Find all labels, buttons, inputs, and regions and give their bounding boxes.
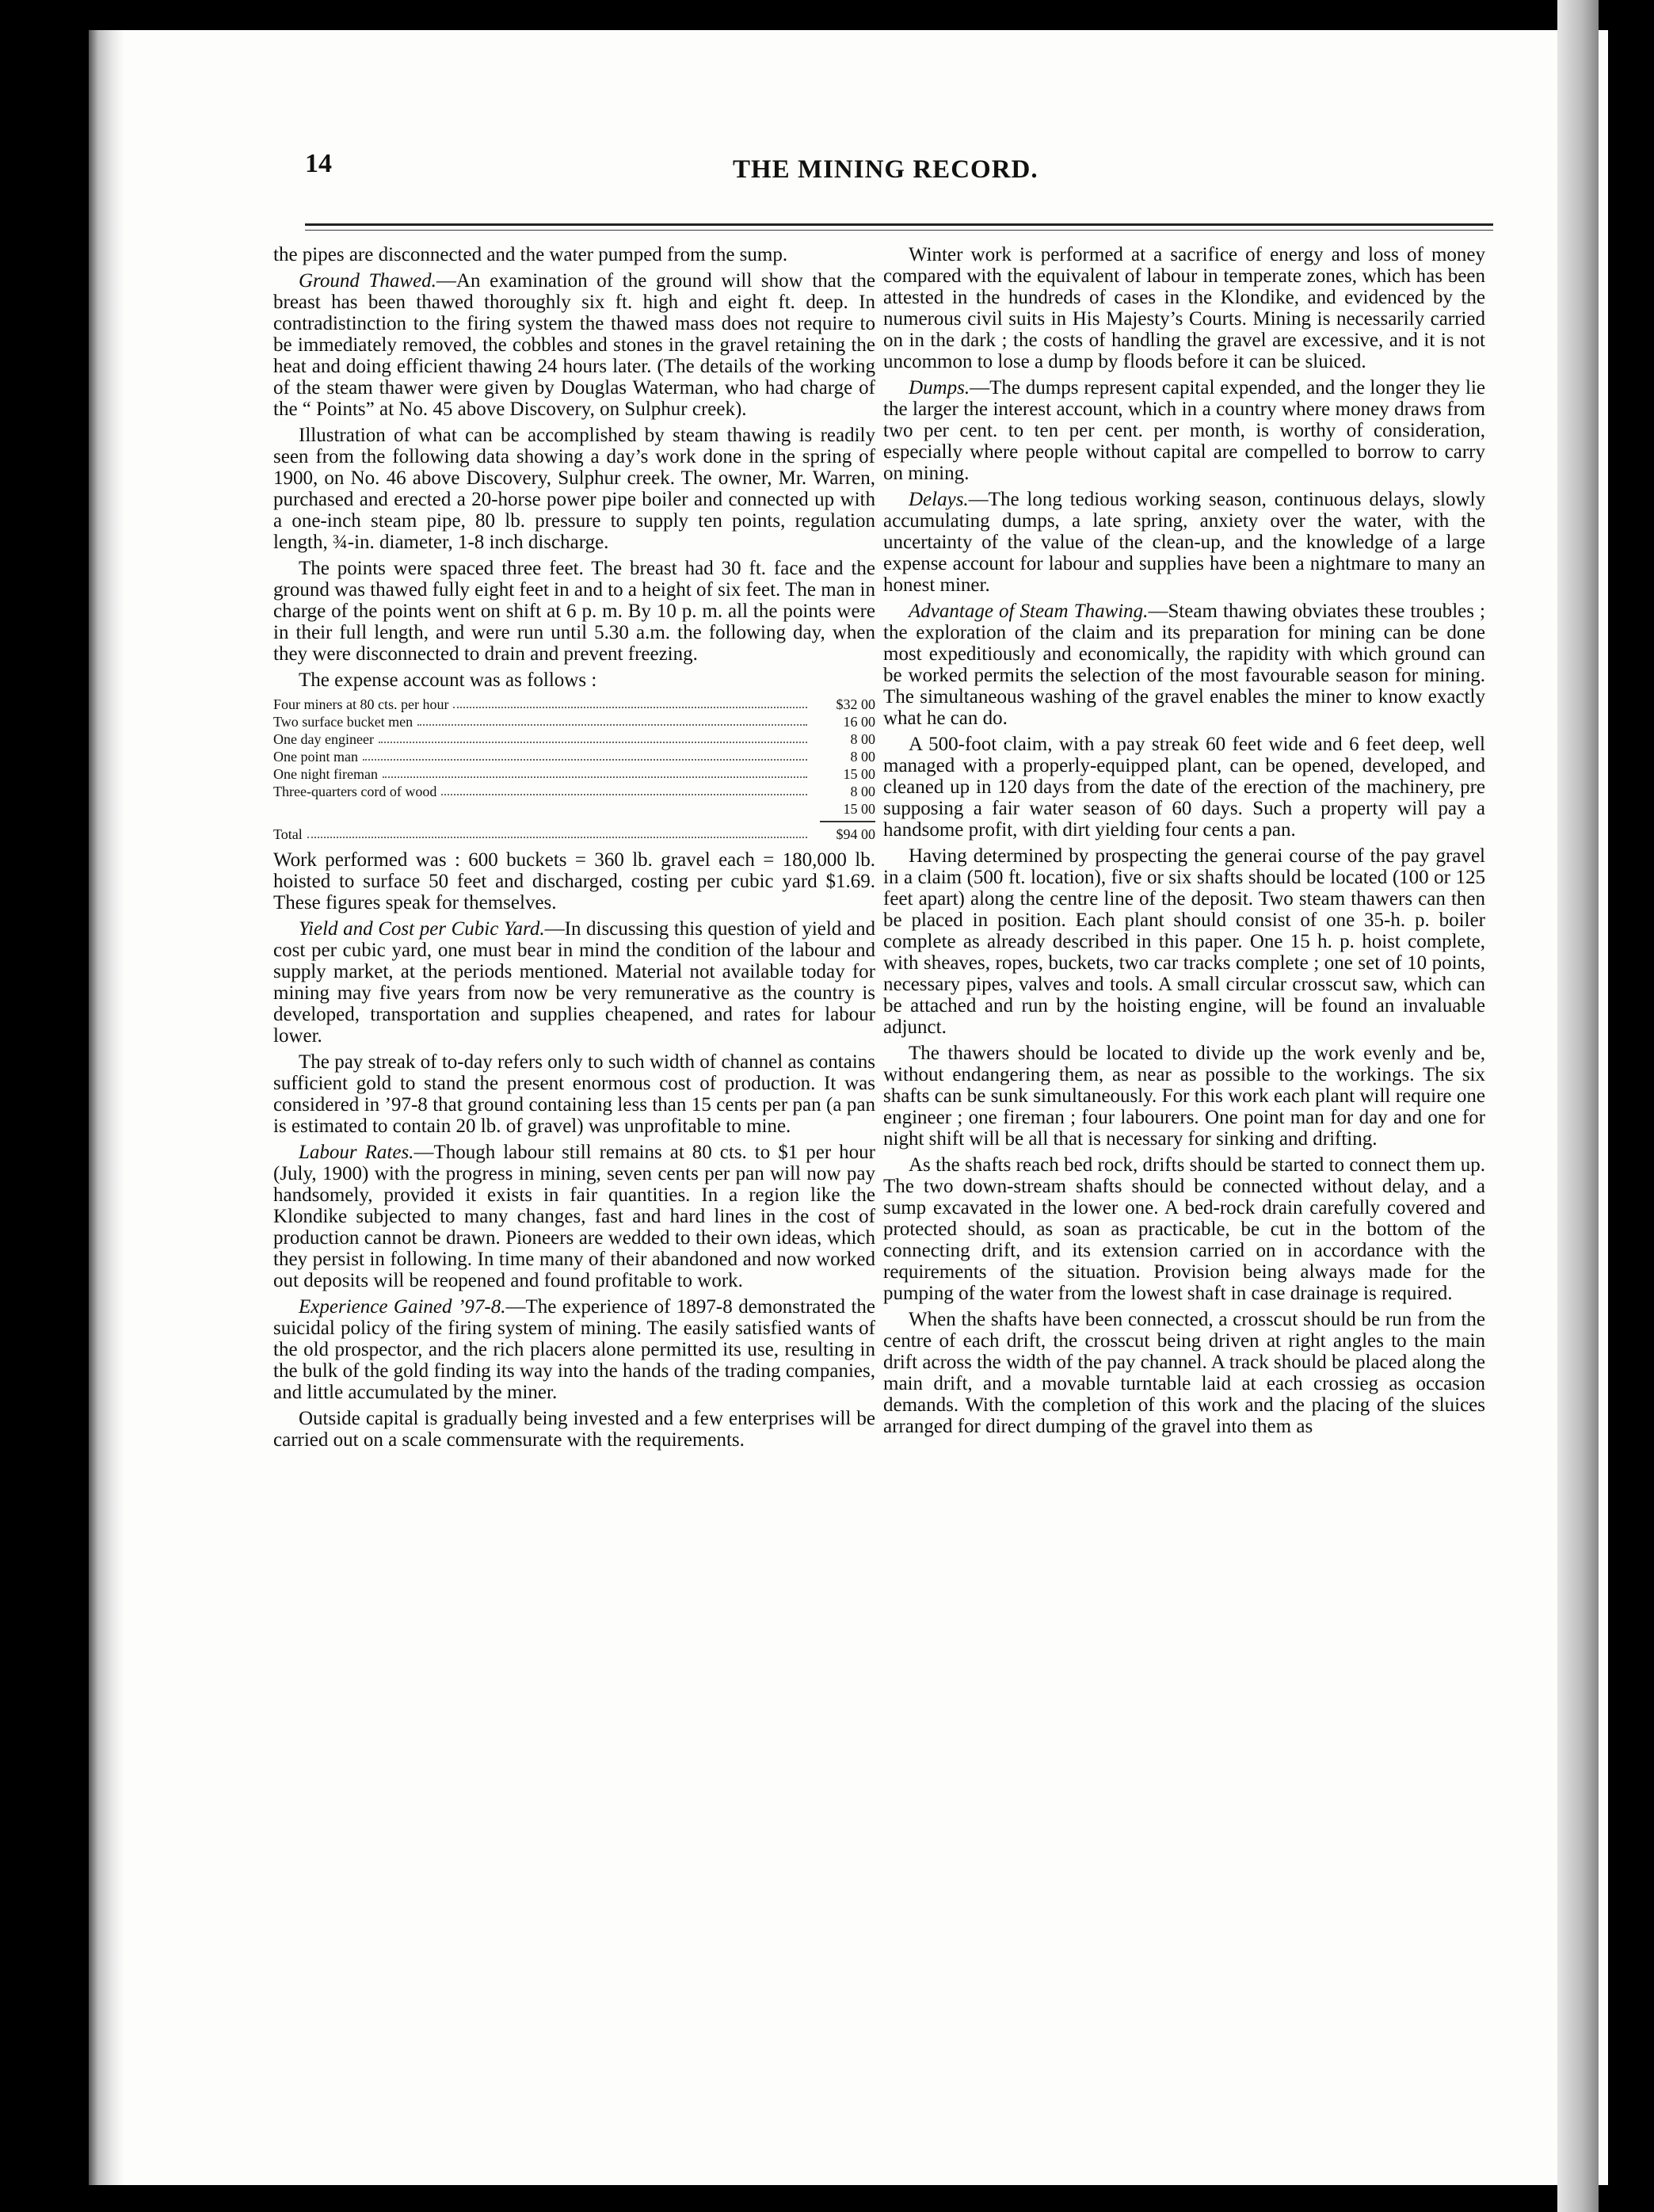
paragraph: A 500-foot claim, with a pay streak 60 feet wide and 6 feet deep, well managed with a properly-equipped plant, can be opened, developed, and cleaned up in 120 days from the date of the erection of the machinery, pre supposing a fair water season of 60 days. Such a property will pay a handsome profit, with dirt yielding four cents a pan. (883, 734, 1485, 841)
paragraph: Yield and Cost per Cubic Yard.—In discussing this question of yield and cost per cubic yard, one must bear in mind the condition of the labour and supply market, at the periods mentioned. Material not available today for mining may five years from now be very remunerative as the country is developed, transportation and supplies cheapened, and rates for labour lower. (273, 918, 876, 1047)
section-heading: Dumps. (909, 377, 970, 399)
expense-row: Four miners at 80 cts. per hour $32 00 (273, 696, 875, 712)
section-heading: Delays. (909, 489, 969, 510)
paragraph: As the shafts reach bed rock, drifts should be started to connect them up. The two down-stream shafts should be connected without delay, and a sump excavated in the lower one. A bed-rock drain carefully covered and protected should, as soan as practicable, be cut in the bottom of the connecting drift, and its extension carried on in accordance with the requirements of the situation. Provision being always made for the pumping of the water from the lowest shaft in case drainage is required. (883, 1154, 1485, 1304)
running-header (305, 149, 1493, 196)
paragraph: Delays.—The long tedious working season, continuous delays, slowly accumulating dumps, a late spring, anxiety over the water, with the uncertainty of the value of the clean-up, and the knowledge of a large expense account for labour and supplies have been a nightmare to many an honest miner. (883, 489, 1485, 596)
page-number: 14 (305, 149, 332, 178)
sum-rule (820, 821, 875, 822)
journal-title: THE MINING RECORD. (733, 155, 1039, 184)
paragraph: The thawers should be located to divide up the work evenly and be, without endangering them, as near as possible to the workings. The six shafts can be sunk simultaneously. For this work each plant will require one engineer ; one fireman ; four labourers. One point man for day and one for night shift will be all that is necessary for sinking and drifting. (883, 1043, 1485, 1150)
section-heading: Advantage of Steam Thawing. (909, 601, 1149, 622)
paragraph: the pipes are disconnected and the water pumped from the sump. (273, 244, 788, 265)
section-heading: Experience Gained ’97-8. (299, 1296, 506, 1318)
paragraph: Advantage of Steam Thawing.—Steam thawing obviates these troubles ; the exploration of the claim and its preparation for mining can be done most expeditiously and economically, the rapidity with which ground can be worked permits the selection of the most favourable season for mining. The simultaneous washing of the gravel enables the miner to know exactly what he can do. (883, 601, 1485, 729)
expense-table (273, 696, 875, 843)
header-rule-thin (305, 230, 1493, 231)
expense-total-row: Total $94 00 (273, 826, 875, 842)
section-heading: Labour Rates. (299, 1142, 414, 1163)
paragraph: The points were spaced three feet. The breast had 30 ft. face and the ground was thawed fully eight feet in and to a height of six feet. The man in charge of the points went on shift at 6 p. m. By 10 p. m. all the points were in their full length, and were run until 5.30 a.m. the following day, when they were disconnected to drain and prevent freezing. (273, 558, 875, 665)
left-column (273, 244, 875, 1455)
paragraph: Dumps.—The dumps represent capital expended, and the longer they lie the larger the interest account, which in a country where money draws from two per cent. to ten per cent. per month, is worthy of consideration, especially where people without capital are compelled to borrow to carry on mining. (883, 377, 1485, 484)
paragraph: Ground Thawed.—An examination of the ground will show that the breast has been thawed thoroughly six ft. high and eight ft. deep. In contradistinction to the firing system the thawed mass does not require to be immediately removed, the cobbles and stones in the gravel retaining the heat and doing efficient thawing 24 hours later. (The details of the working of the steam thawer were given by Douglas Waterman, who had charge of the “ Points” at No. 45 above Discovery, on Sulphur creek). (273, 270, 876, 420)
right-column (883, 244, 1485, 1442)
paragraph: Illustration of what can be accomplished by steam thawing is readily seen from the following data showing a day’s work done in the spring of 1900, on No. 46 above Discovery, Sulphur creek. The owner, Mr. Warren, purchased and erected a 20-horse power pipe boiler and connected up with a one-inch steam pipe, 80 lb. pressure to supply ten points, regulation length, ¾-in. diameter, 1-8 inch discharge. (273, 425, 875, 553)
expense-row: One day engineer 8 00 (273, 731, 875, 747)
paragraph: Work performed was : 600 buckets = 360 lb. gravel each = 180,000 lb. hoisted to surface 50 feet and discharged, costing per cubic yard $1.69. These figures speak for themselves. (273, 849, 875, 913)
paragraph: Outside capital is gradually being invested and a few enterprises will be carried out on a scale commensurate with the requirements. (273, 1408, 875, 1451)
paragraph: The expense account was as follows : (299, 669, 597, 691)
expense-row: One night fireman 15 00 (273, 766, 875, 782)
expense-row: Three-quarters cord of wood 8 00 (273, 784, 875, 799)
expense-row: One point man 8 00 (273, 749, 875, 765)
section-heading: Ground Thawed. (299, 270, 436, 292)
paragraph: When the shafts have been connected, a crosscut should be run from the centre of each drift, the crosscut being driven at right angles to the main drift across the width of the pay channel. A track should be placed along the main drift, and a movable turntable laid at each crossieg as occasion demands. With the completion of this work and the placing of the sluices arranged for direct dumping of the gravel into them as (883, 1309, 1485, 1437)
paragraph: Experience Gained ’97-8.—The experience of 1897-8 demonstrated the suicidal policy of the firing system of mining. The easily satisfied wants of the old prospector, and the rich placers alone permitted its use, resulting in the bulk of the gold finding its way into the hands of the trading companies, and little accumulated by the miner. (273, 1296, 875, 1403)
expense-row: 15 00 (843, 801, 875, 817)
header-rule (305, 223, 1493, 226)
expense-row: Two surface bucket men 16 00 (273, 714, 875, 730)
paragraph: Labour Rates.—Though labour still remains at 80 cts. to $1 per hour (July, 1900) with the progress in mining, seven cents per pan will now pay handsomely, provided it exists in fair quantities. In a region like the Klondike subjected to many changes, fast and hard lines in the cost of production cannot be drawn. Pioneers are wedded to their own ideas, which they persist in following. In time many of their abandoned and now worked out deposits will be reopened and found profitable to work. (273, 1142, 875, 1291)
book-edge (1557, 0, 1599, 2212)
paragraph: Having determined by prospecting the generai course of the pay gravel in a claim (500 ft. location), five or six shafts should be located (100 or 125 feet apart) along the centre line of the deposit. Two steam thawers can then be placed in position. Each plant should consist of one 35-h. p. boiler complete as already described in this paper. One 15 h. p. hoist complete, with sheaves, ropes, buckets, two car tracks complete ; one set of 10 points, necessary pipes, valves and tools. A small circular crosscut saw, which can be attached and run by the hoisting engine, will be found an invaluable adjunct. (883, 845, 1485, 1038)
paragraph: The pay streak of to-day refers only to such width of channel as contains sufficient gold to stand the present enormous cost of production. It was considered in ’97-8 that ground containing less than 15 cents per pan (a pan is estimated to contain 20 lb. of gravel) was unprofitable to mine. (273, 1051, 875, 1137)
section-heading: Yield and Cost per Cubic Yard. (299, 918, 545, 940)
paragraph: Winter work is performed at a sacrifice of energy and loss of money compared with the equivalent of labour in temperate zones, which has been attested in the hundreds of cases in the Klondike, and evidenced by the numerous civil suits in His Majesty’s Courts. Mining is necessarily carried on in the dark ; the costs of handling the gravel are excessive, and it is not uncommon to lose a dump by floods before it can be sluiced. (883, 244, 1485, 372)
